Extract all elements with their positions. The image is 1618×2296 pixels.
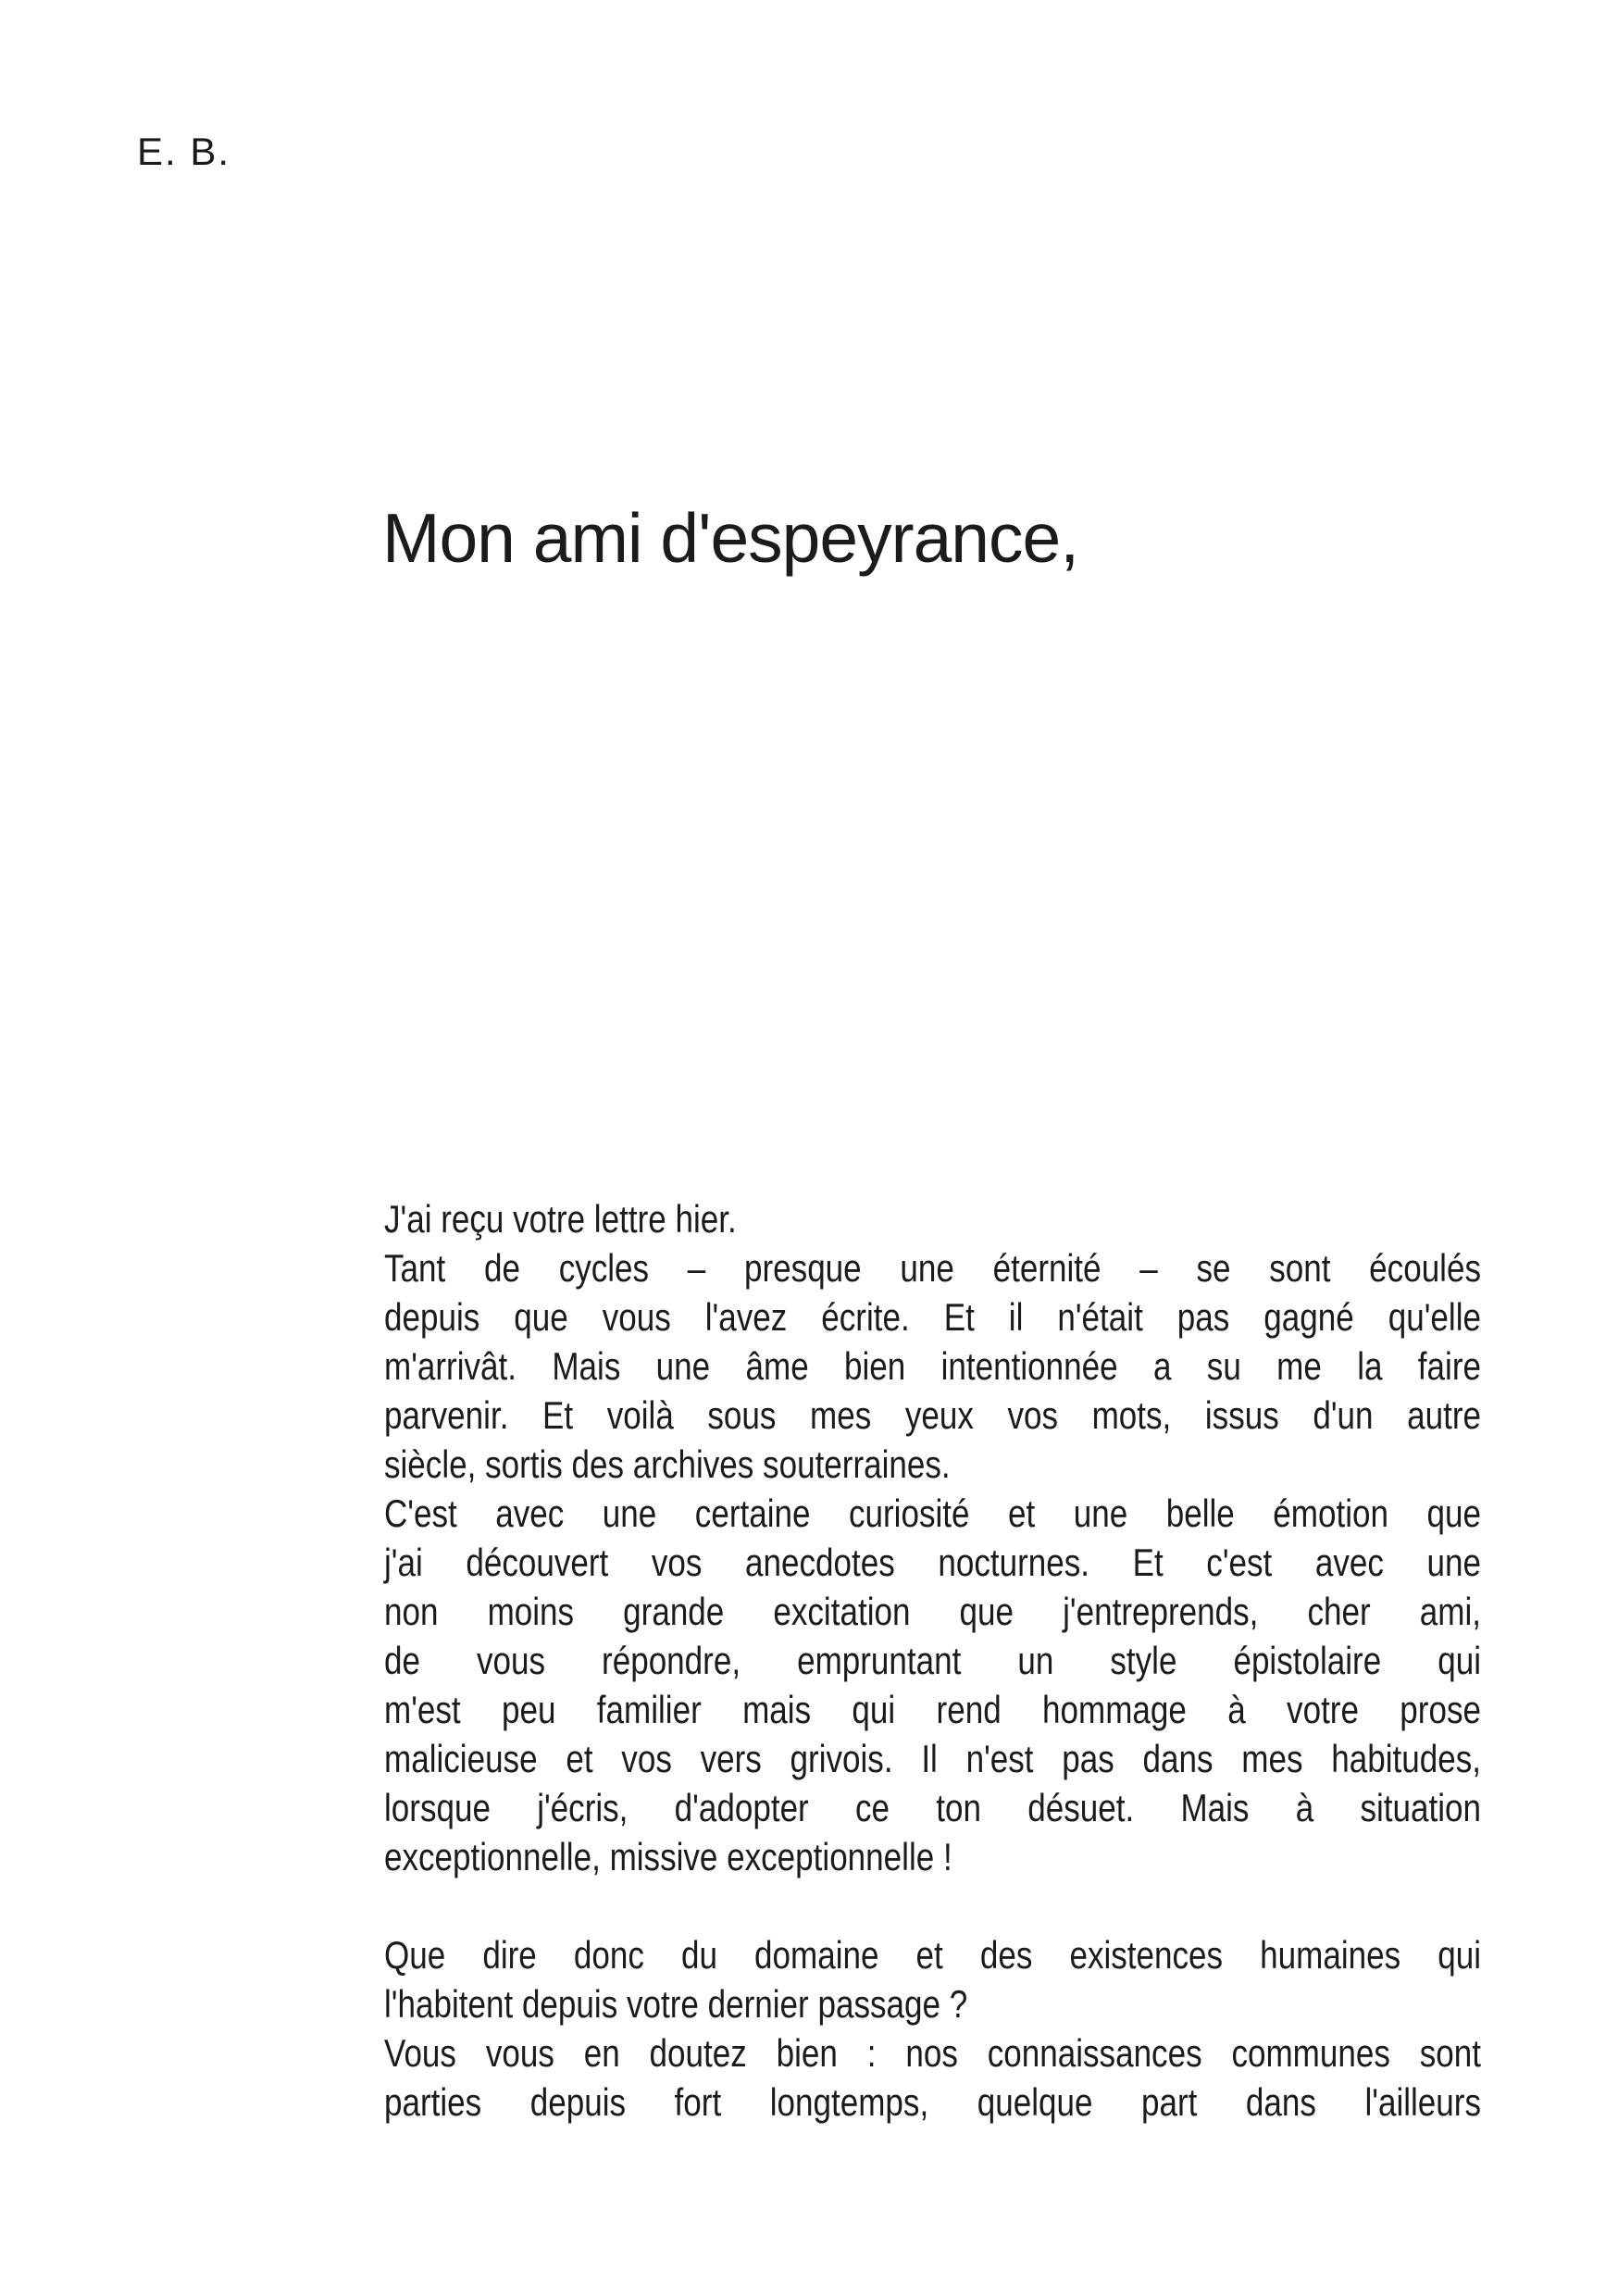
letter-body — [384, 1194, 1481, 2127]
letter-line: C'est avec une certaine curiosité et une belle émotion que — [384, 1491, 1481, 1535]
letter-line: J'ai reçu votre lettre hier. — [384, 1197, 737, 1241]
letter-line: j'ai découvert vos anecdotes nocturnes. Et c'est avec une — [384, 1541, 1481, 1584]
letter-line: lorsque j'écris, d'adopter ce ton désuet. Mais à situation — [384, 1786, 1481, 1829]
letter-line: exceptionnelle, missive exceptionnelle ! — [384, 1835, 952, 1878]
author-initials: E. B. — [137, 130, 231, 173]
letter-line: l'habitent depuis votre dernier passage ? — [384, 1982, 968, 2026]
letter-line: m'est peu familier mais qui rend hommage à votre prose — [384, 1688, 1481, 1731]
letter-line: malicieuse et vos vers grivois. Il n'est pas dans mes habitudes, — [384, 1737, 1481, 1780]
letter-line: parvenir. Et voilà sous mes yeux vos mots, issus d'un autre — [384, 1393, 1481, 1437]
paragraph-gap — [384, 1881, 1481, 1930]
letter-line: Tant de cycles – presque une éternité – se sont écoulés — [384, 1246, 1481, 1290]
letter-line: m'arrivât. Mais une âme bien intentionnée a su me la faire — [384, 1344, 1481, 1388]
letter-line: de vous répondre, empruntant un style épistolaire qui — [384, 1639, 1481, 1682]
letter-line: non moins grande excitation que j'entreprends, cher ami, — [384, 1590, 1481, 1633]
letter-line: siècle, sortis des archives souterraines. — [384, 1442, 951, 1486]
letter-line: Que dire donc du domaine et des existences humaines qui — [384, 1933, 1481, 1977]
letter-line: depuis que vous l'avez écrite. Et il n'était pas gagné qu'elle — [384, 1295, 1481, 1339]
letter-line: parties depuis fort longtemps, quelque part dans l'ailleurs — [384, 2080, 1481, 2124]
letter-line: Vous vous en doutez bien : nos connaissances communes sont — [384, 2031, 1481, 2075]
letter-salutation: Mon ami d'espeyrance, — [382, 499, 1079, 577]
